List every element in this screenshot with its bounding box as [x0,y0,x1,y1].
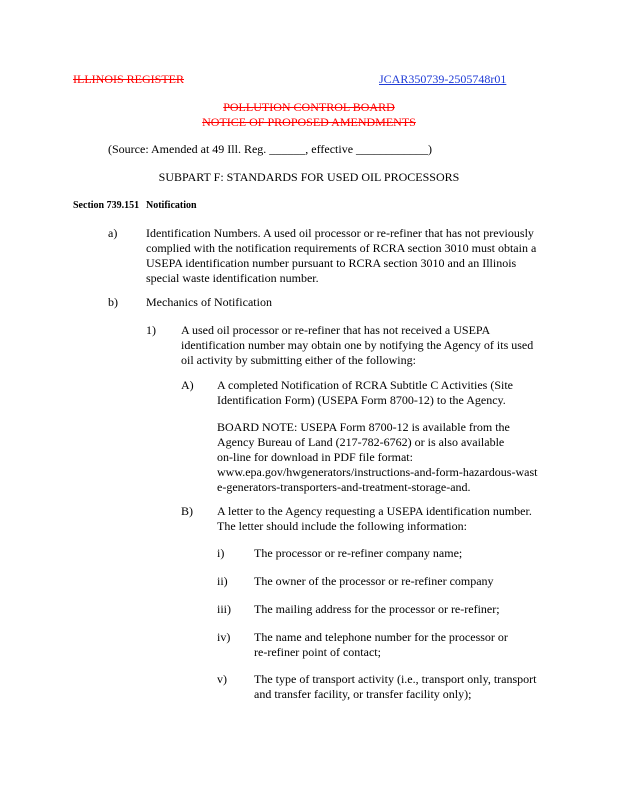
text-line: A used oil processor or re-refiner that has not received a USEPA [181,323,491,337]
item-iii-text: The mailing address for the processor or re-refiner; [254,602,500,616]
text-line: complied with the notification requirements of RCRA section 3010 must obtain a [146,241,537,255]
text-line: The name and telephone number for the processor or [254,630,508,644]
item-ii-text: The owner of the processor or re-refiner company [254,574,494,588]
item-A-label: A) [181,378,194,392]
board-note [217,420,537,495]
text-line: special waste identification number. [146,271,319,285]
subpart-heading: SUBPART F: STANDARDS FOR USED OIL PROCESSORS [158,170,460,184]
text-line: identification number may obtain one by notifying the Agency of its used [181,338,534,352]
item-b-label: b) [108,295,118,309]
item-v-text [254,672,536,702]
item-B-label: B) [181,504,193,518]
text-line: www.epa.gov/hwgenerators/instructions-and-form-hazardous-wast [217,465,538,479]
item-iv-label: iv) [217,630,231,644]
item-v-label: v) [217,672,227,686]
item-iii-label: iii) [217,602,231,616]
item-a-label: a) [108,226,118,240]
jcar-number: JCAR350739-2505748r01 [379,72,507,86]
text-line: Identification Form) (USEPA Form 8700-12) to the Agency. [217,393,506,407]
item-A-text [217,378,513,408]
item-i-text: The processor or re-refiner company name; [254,546,463,560]
agency-name: POLLUTION CONTROL BOARD [223,100,395,114]
text-line: The type of transport activity (i.e., transport only, transport [254,672,537,686]
text-line: e-generators-transporters-and-treatment-storage-and. [217,480,471,494]
text-line: A letter to the Agency requesting a USEPA identification number. [217,504,532,518]
item-B-text [217,504,532,534]
register-header: ILLINOIS REGISTER [73,72,184,86]
item-iv-text [254,630,508,660]
text-line: and transfer facility, or transfer facility only); [254,687,472,701]
source-line: (Source: Amended at 49 Ill. Reg. ______, effective ____________) [108,142,433,156]
text-line: Agency Bureau of Land (217-782-6762) or is also available [217,435,505,449]
item-a-text [146,226,536,286]
item-b1-text [181,323,533,368]
section-number: Section 739.151 [73,200,140,211]
section-title: Notification [146,200,197,211]
item-b1-label: 1) [146,323,156,337]
text-line: USEPA identification number pursuant to RCRA section 3010 and an Illinois [146,256,517,270]
text-line: re-refiner point of contact; [254,645,381,659]
text-line: BOARD NOTE: USEPA Form 8700-12 is available from the [217,420,510,434]
text-line: Identification Numbers. A used oil processor or re-refiner that has not previously [146,226,534,240]
text-line: A completed Notification of RCRA Subtitle C Activities (Site [217,378,513,392]
text-line: on-line for download in PDF file format: [217,450,413,464]
item-b-text: Mechanics of Notification [146,295,272,309]
notice-title: NOTICE OF PROPOSED AMENDMENTS [202,115,416,129]
text-line: The letter should include the following information: [217,519,467,533]
text-line: oil activity by submitting either of the following: [181,353,416,367]
item-ii-label: ii) [217,574,228,588]
item-i-label: i) [217,546,225,560]
